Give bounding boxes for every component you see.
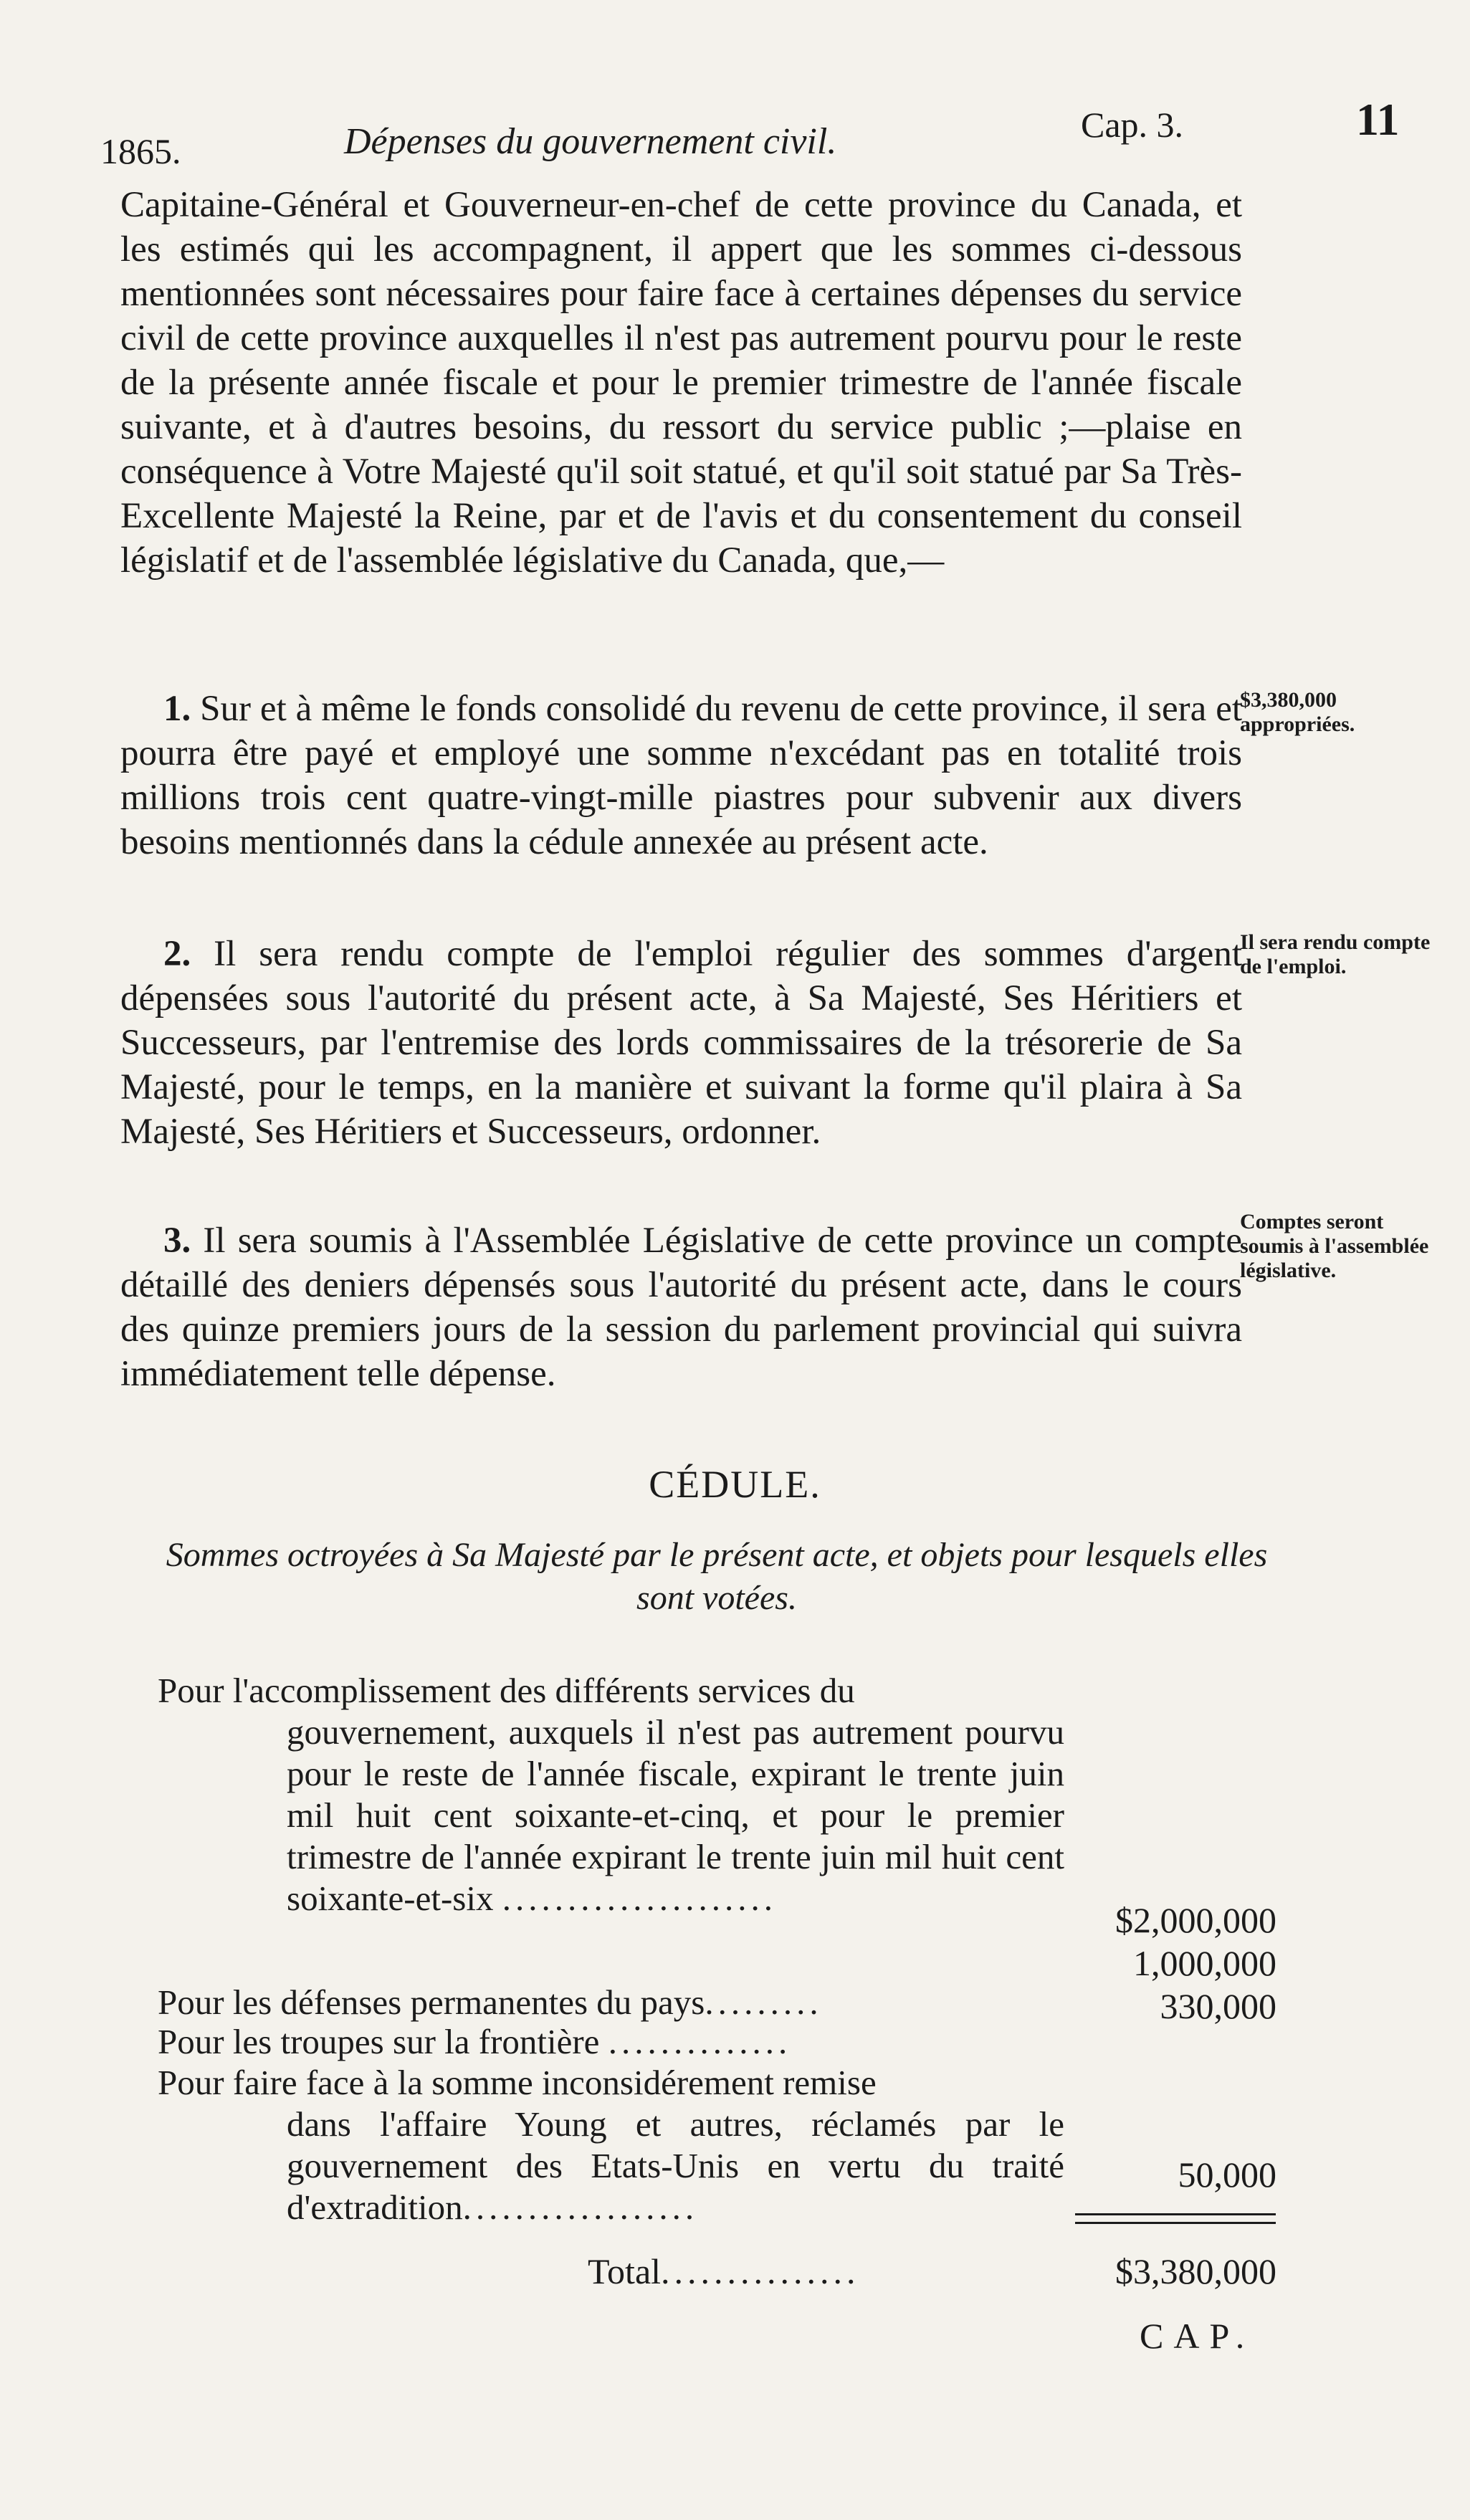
cedule-title: CÉDULE. — [649, 1463, 821, 1506]
section-2 — [120, 932, 1242, 1154]
schedule-item-1-text: gouvernement, auxquels il n'est pas autrement pourvu pour le reste de l'année fiscale, expirant le trente juin mil huit cent soixante-et-cinq, et pour le premier trimestre de l'année expirant le trente juin mil huit cent soixante-et-six — [287, 1712, 1064, 1918]
section-3 — [120, 1218, 1242, 1396]
total-amount: $3,380,000 — [1115, 2251, 1276, 2291]
schedule-item-3 — [158, 2021, 1064, 2063]
schedule-item-4-continuation — [158, 2104, 1064, 2228]
schedule-item-1-amount: $2,000,000 — [1115, 1900, 1276, 1940]
leader-dots: .............. — [608, 2022, 792, 2061]
total-label — [588, 2251, 860, 2292]
section-3-text: Il sera soumis à l'Assemblée Législative de cette province un compte détaillé des deniers dépensés sous l'autorité du présent acte, dans le cours des quinze premiers jours de la session du parlement provincial qui suivra immédiatement telle dépense. — [120, 1221, 1242, 1394]
header-title: Dépenses du gouvernement civil. — [344, 121, 837, 162]
cedule-subtitle: Sommes octroyées à Sa Majesté par le présent acte, et objets pour lesquels elles sont votées. — [166, 1536, 1268, 1617]
section-3-number: 3. — [163, 1221, 191, 1261]
schedule-item-4 — [158, 2062, 1064, 2228]
schedule-item-2-amount: 1,000,000 — [1133, 1943, 1276, 1983]
margin-note-3: Comptes seront soumis à l'assemblée législative. — [1240, 1210, 1429, 1282]
section-1 — [120, 687, 1242, 864]
leader-dots: .................. — [462, 2187, 699, 2227]
schedule-item-1-lead: Pour l'accomplissement des différents services du — [158, 1671, 855, 1710]
leader-dots: ..................... — [502, 1879, 777, 1918]
schedule-item-2-text: Pour les défenses permanentes du pays — [158, 1982, 705, 2022]
schedule-item-3-lead — [158, 2021, 1064, 2063]
schedule-item-2-lead — [158, 1982, 1064, 2023]
section-1-number: 1. — [163, 689, 191, 729]
leader-dots: ......... — [705, 1982, 823, 2022]
schedule-item-4-lead: Pour faire face à la somme inconsidérement remise — [158, 2063, 877, 2102]
schedule-item-1 — [158, 1670, 1064, 1919]
schedule-item-2 — [158, 1982, 1064, 2023]
page-number: 11 — [1356, 94, 1400, 145]
total-label-text: Total — [588, 2251, 662, 2291]
header-chapter: Cap. 3. — [1081, 105, 1184, 145]
section-1-text: Sur et à même le fonds consolidé du revenu de cette province, il sera et pourra être payé et employé une somme n'excédant pas en totalité trois millions trois cent quatre-vingt-mille piastres pour subvenir aux divers besoins mentionnés dans la cédule annexée au présent acte. — [120, 689, 1243, 862]
catch-word: CAP. — [1140, 2316, 1255, 2356]
total-rule-bottom — [1075, 2222, 1276, 2224]
schedule-item-4-amount: 50,000 — [1178, 2154, 1276, 2195]
schedule-item-1-continuation — [158, 1712, 1064, 1919]
header-year: 1865. — [100, 131, 181, 171]
section-2-number: 2. — [163, 934, 191, 974]
schedule-item-4-text: dans l'affaire Young et autres, réclamés par le gouvernement des Etats-Unis en vertu du traité d'extradition — [287, 2104, 1064, 2227]
margin-note-1: $3,380,000 appropriées. — [1240, 688, 1355, 736]
leader-dots: ............... — [661, 2251, 860, 2291]
section-2-text: Il sera rendu compte de l'emploi régulier des sommes d'argent dépensées sous l'autorité du présent acte, à Sa Majesté, Ses Héritiers et Successeurs, par l'entremise des lords commissaires de la trésorerie de Sa Majesté, pour le temps, en la manière et suivant la forme qu'il plaira à Sa Majesté, Ses Héritiers et Successeurs, ordonner. — [120, 934, 1242, 1152]
margin-note-2: Il sera rendu compte de l'emploi. — [1240, 930, 1431, 978]
schedule-item-3-amount: 330,000 — [1160, 1986, 1276, 2026]
total-rule-top — [1075, 2213, 1276, 2215]
schedule-item-3-text: Pour les troupes sur la frontière — [158, 2022, 600, 2061]
preamble-paragraph: Capitaine-Général et Gouverneur-en-chef de cette province du Canada, et les estimés qui les accompagnent, il appert que les sommes ci-dessous mentionnées sont nécessaires pour faire face à certaines dépenses du service civil de cette province auxquelles il n'est pas autrement pourvu pour le reste de la présente année fiscale et pour le premier trimestre de l'année fiscale suivante, et à d'autres besoins, du ressort du service public ;—plaise en conséquence à Votre Majesté qu'il soit statué, et qu'il soit statué par Sa Très-Excellente Majesté la Reine, par et de l'avis et du consentement du conseil législatif et de l'assemblée législative du Canada, que,— — [120, 185, 1242, 581]
